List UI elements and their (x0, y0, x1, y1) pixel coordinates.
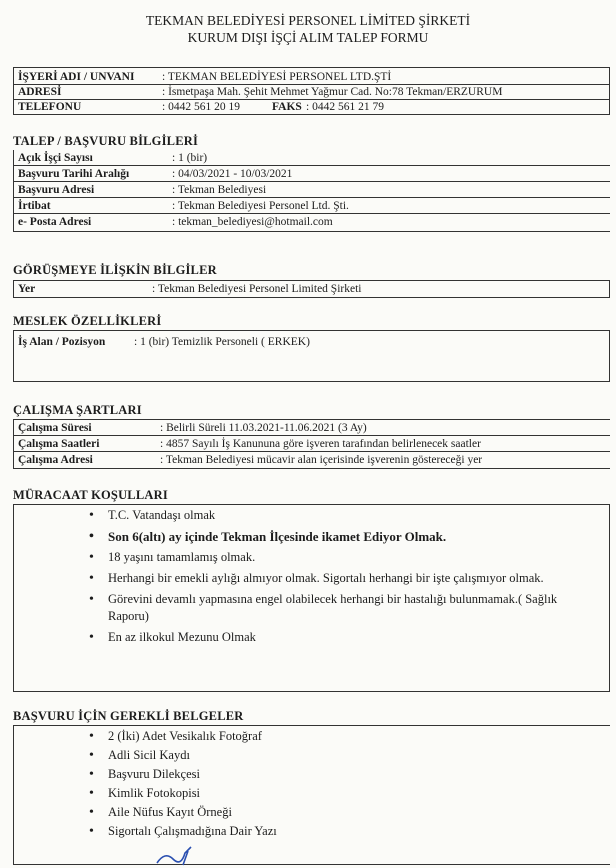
employer-name-row (14, 69, 609, 85)
interview-row (14, 281, 609, 297)
employer-box (13, 67, 610, 115)
form-header (0, 12, 616, 46)
employer-fax-value: : 0442 561 21 79 (306, 101, 384, 113)
employer-address-row (14, 85, 609, 100)
app-value-1: : 04/03/2021 - 10/03/2021 (172, 168, 293, 180)
cond-row-0 (14, 420, 610, 436)
document-item: • Sigortalı Çalışmadığına Dair Yazı (86, 823, 586, 840)
app-row-0 (14, 150, 610, 166)
employer-phone-value: : 0442 561 20 19 (162, 101, 240, 113)
cond-row-1 (14, 436, 610, 452)
application-box (13, 150, 610, 232)
app-row-1 (14, 166, 610, 182)
form-title: KURUM DIŞI İŞÇİ ALIM TALEP FORMU (187, 30, 429, 45)
profession-box (13, 330, 610, 382)
cond-label-2: Çalışma Adresi (18, 454, 93, 466)
requirement-item: • Son 6(altı) ay içinde Tekman İlçesinde ikamet Ediyor Olmak. (86, 528, 596, 545)
employer-address-label: ADRESİ (18, 86, 62, 98)
profession-value: : 1 (bir) Temizlik Personeli ( ERKEK) (134, 336, 310, 348)
employer-name-value: : TEKMAN BELEDİYESİ PERSONEL LTD.ŞTİ (162, 71, 392, 83)
app-label-2: Başvuru Adresi (18, 184, 95, 196)
application-title: TALEP / BAŞVURU BİLGİLERİ (13, 134, 199, 148)
app-label-4: e- Posta Adresi (18, 216, 92, 228)
documents-list (86, 728, 586, 840)
profession-row (14, 331, 609, 353)
document-item: • Adli Sicil Kaydı (86, 747, 586, 764)
app-value-2: : Tekman Belediyesi (172, 184, 267, 196)
employer-address-value: : İsmetpaşa Mah. Şehit Mehmet Yağmur Cad. No:78 Tekman/ERZURUM (162, 86, 503, 98)
app-label-3: İrtibat (18, 200, 51, 212)
app-row-4 (14, 214, 610, 231)
conditions-title: ÇALIŞMA ŞARTLARI (13, 403, 142, 417)
profession-label: İş Alan / Pozisyon (18, 336, 106, 348)
employer-phone-row (14, 100, 609, 115)
document-item: • Kimlik Fotokopisi (86, 785, 586, 802)
company-title: TEKMAN BELEDİYESİ PERSONEL LİMİTED ŞİRKETİ (145, 13, 471, 28)
interview-label: Yer (18, 283, 36, 295)
requirements-list (86, 507, 596, 646)
pen-signature-icon (155, 845, 215, 867)
requirements-title: MÜRACAAT KOŞULLARI (13, 488, 168, 502)
requirement-item: • Görevini devamlı yapmasına engel olabilecek herhangi bir hastalığı bulunmamak.( Sağlık Raporu) (86, 591, 588, 625)
interview-box (13, 280, 610, 298)
employer-fax-label: FAKS (272, 101, 302, 113)
profession-title: MESLEK ÖZELLİKLERİ (13, 314, 162, 328)
requirement-item: • 18 yaşını tamamlamış olmak. (86, 549, 596, 566)
interview-title: GÖRÜŞMEYE İLİŞKİN BİLGİLER (13, 263, 217, 277)
app-row-2 (14, 182, 610, 198)
employer-phone-label: TELEFONU (18, 101, 82, 113)
requirement-item: • T.C. Vatandaşı olmak (86, 507, 596, 524)
conditions-box (13, 419, 610, 469)
cond-label-1: Çalışma Saatleri (18, 438, 100, 450)
requirement-item: • Herhangi bir emekli aylığı almıyor olmak. Sigortalı herhangi bir işte çalışmıyor olmak. (86, 570, 578, 587)
app-value-3: : Tekman Belediyesi Personel Ltd. Şti. (172, 200, 349, 212)
requirement-item: • En az ilkokul Mezunu Olmak (86, 629, 596, 646)
app-row-3 (14, 198, 610, 214)
document-item: • Aile Nüfus Kayıt Örneği (86, 804, 586, 821)
cond-value-1: : 4857 Sayılı İş Kanununa göre işveren tarafından belirlenecek saatler (160, 438, 481, 450)
employer-name-label: İŞYERİ ADI / UNVANI (18, 71, 135, 83)
document-item: • Başvuru Dilekçesi (86, 766, 586, 783)
documents-title: BAŞVURU İÇİN GEREKLİ BELGELER (13, 709, 244, 723)
app-value-0: : 1 (bir) (172, 152, 208, 164)
cond-value-2: : Tekman Belediyesi mücavir alan içerisinde işverenin göstereceği yer (160, 454, 483, 466)
cond-value-0: : Belirli Süreli 11.03.2021-11.06.2021 (3 Ay) (160, 422, 367, 434)
app-label-1: Başvuru Tarihi Aralığı (18, 168, 130, 180)
cond-row-2 (14, 452, 610, 469)
app-value-4: : tekman_belediyesi@hotmail.com (172, 216, 333, 228)
document-item: • 2 (İki) Adet Vesikalık Fotoğraf (86, 728, 586, 745)
cond-label-0: Çalışma Süresi (18, 422, 92, 434)
app-label-0: Açık İşçi Sayısı (18, 152, 93, 164)
interview-value: : Tekman Belediyesi Personel Limited Şirketi (152, 283, 362, 295)
